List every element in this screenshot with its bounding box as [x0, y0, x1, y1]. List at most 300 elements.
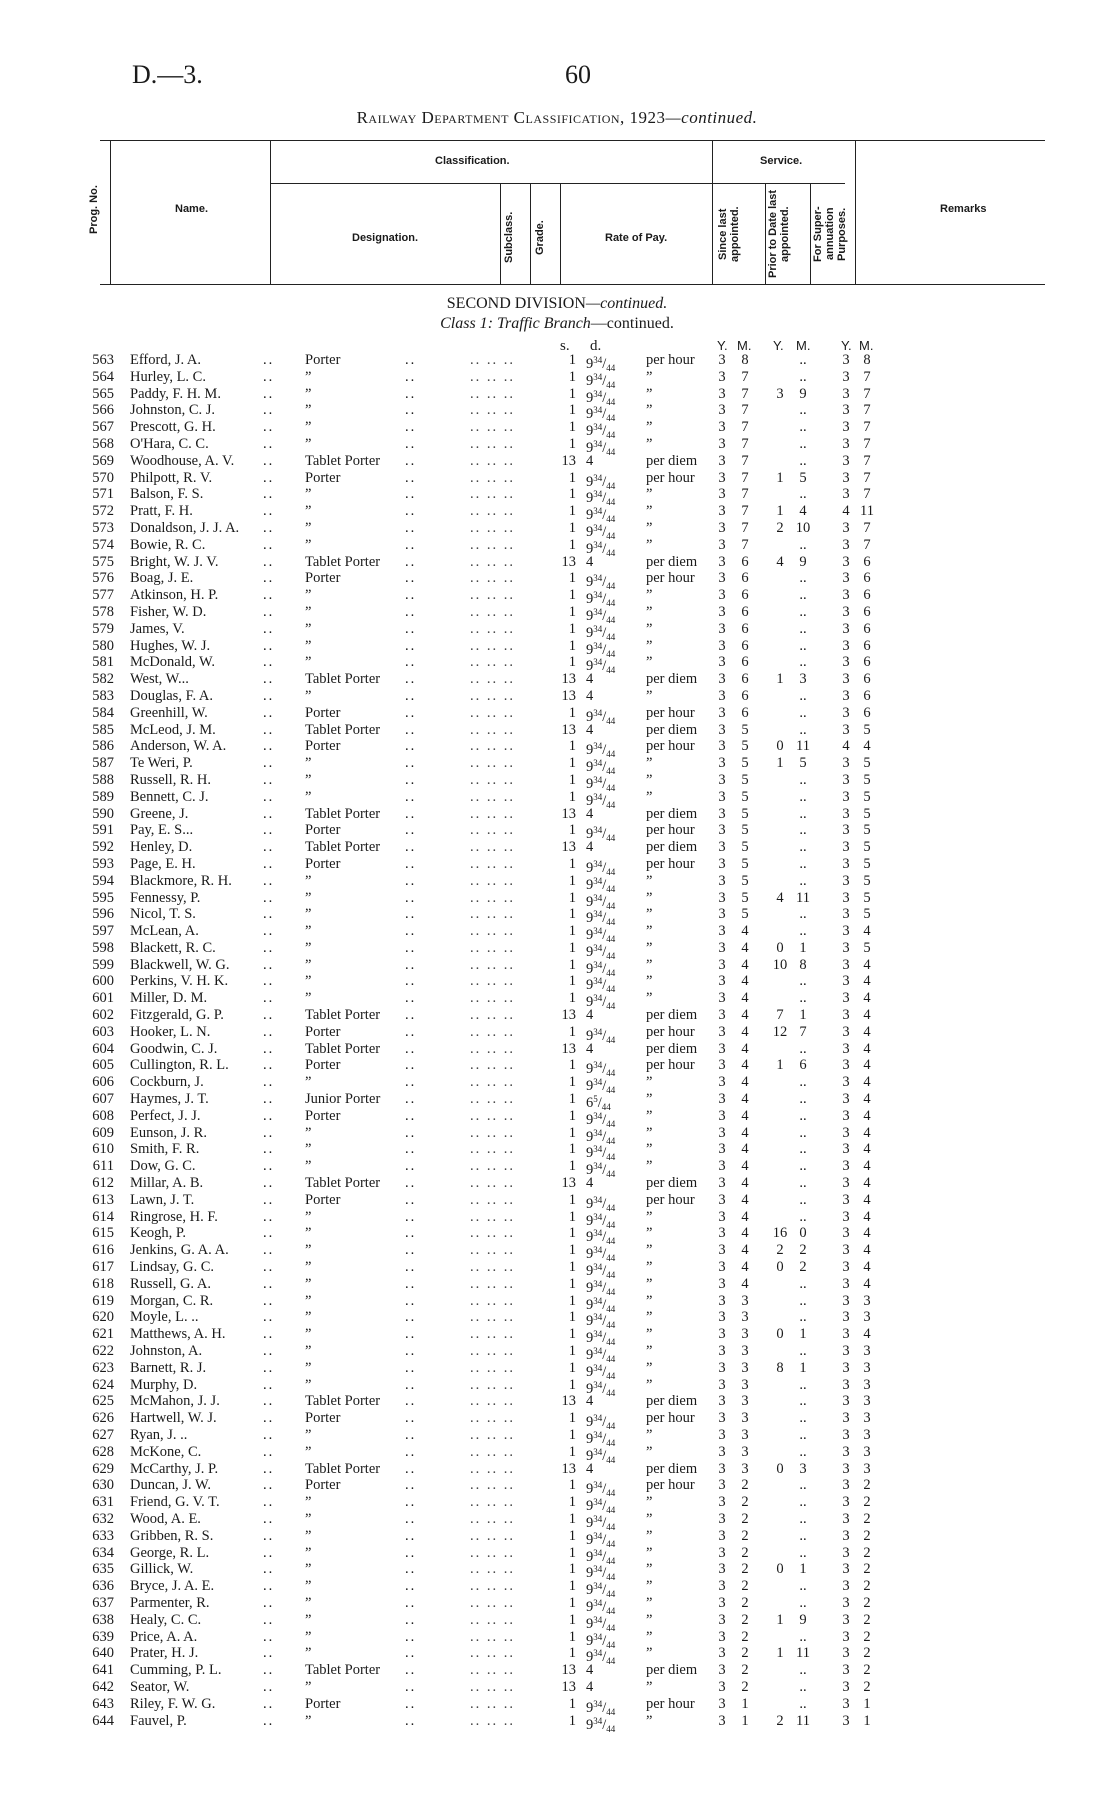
leader-dots: .. [263, 1225, 275, 1242]
pence-fraction: $^{34}/_{44}$ [593, 1144, 616, 1163]
designation: ” [305, 1343, 312, 1360]
leader-dots: .. [263, 654, 275, 671]
pence-whole: 9 [586, 1263, 594, 1280]
leader-dots: .. .. .. [470, 1662, 515, 1679]
employee-name: McLean, A. [130, 923, 199, 940]
designation: Tablet Porter [305, 721, 381, 738]
super-years: 3 [842, 1158, 850, 1175]
pence-whole: 9 [586, 1447, 594, 1464]
prior-years: 2 [776, 1242, 784, 1259]
since-years: 3 [718, 1225, 726, 1242]
pay-unit: ” [646, 1309, 653, 1326]
since-years: 3 [718, 1208, 726, 1225]
since-years: 3 [718, 1107, 726, 1124]
super-months: 2 [863, 1628, 871, 1645]
pay-shillings: 1 [568, 1477, 576, 1494]
employee-name: Dow, G. C. [130, 1158, 196, 1175]
prog-no: 641 [92, 1662, 114, 1679]
leader-dots: .. .. .. [470, 889, 515, 906]
since-months: 4 [741, 1007, 749, 1024]
pence-fraction: $^{34}/_{44}$ [593, 573, 616, 592]
leader-dots: .. .. .. [470, 1259, 515, 1276]
leader-dots: .. .. .. [470, 771, 515, 788]
employee-name: Duncan, J. W. [130, 1477, 211, 1494]
class-heading: Class 1: Traffic Branch—continued. [440, 315, 674, 332]
since-years: 3 [718, 603, 726, 620]
pay-shillings: 1 [568, 469, 576, 486]
since-months: 6 [741, 587, 749, 604]
leader-dots: .. [405, 503, 417, 520]
pence-fraction: $^5/_{44}$ [593, 1094, 611, 1113]
designation: ” [305, 1578, 312, 1595]
designation: ” [305, 1427, 312, 1443]
leader-dots: .. [263, 1695, 275, 1712]
pence-whole: 6 [586, 1095, 594, 1112]
table-row [0, 1527, 1114, 1549]
employee-name: Paddy, F. H. M. [130, 385, 221, 402]
table-row [0, 956, 1114, 978]
prog-no: 630 [92, 1477, 114, 1494]
table-row [0, 1443, 1114, 1465]
pay-shillings: 13 [561, 1007, 576, 1024]
employee-name: Greene, J. [130, 805, 189, 822]
super-months: 4 [863, 973, 871, 990]
designation: ” [305, 1494, 312, 1511]
pence-fraction: $^{34}/_{44}$ [593, 942, 616, 961]
pay-shillings: 1 [568, 1208, 576, 1225]
designation: ” [305, 771, 312, 788]
since-months: 3 [741, 1376, 749, 1393]
leader-dots: .. [405, 352, 417, 368]
prog-no: 592 [92, 839, 114, 856]
super-months: 5 [863, 906, 871, 923]
prior-years: 4 [776, 889, 784, 906]
since-years: 3 [718, 956, 726, 973]
since-months: 4 [741, 1057, 749, 1074]
prog-no: 632 [92, 1510, 114, 1527]
super-months: 2 [863, 1678, 871, 1695]
pay-shillings: 1 [568, 939, 576, 956]
designation: ” [305, 956, 312, 973]
employee-name: Page, E. H. [130, 855, 196, 872]
since-years: 3 [718, 1141, 726, 1158]
super-months: 2 [863, 1477, 871, 1494]
prog-no: 609 [92, 1124, 114, 1141]
prog-no: 574 [92, 536, 114, 553]
pence-fraction: $^{34}/_{44}$ [593, 1278, 616, 1297]
since-years: 3 [718, 1007, 726, 1024]
leader-dots: .. .. .. [470, 553, 515, 570]
employee-name: Woodhouse, A. V. [130, 452, 235, 469]
pence-whole: 9 [586, 423, 594, 440]
super-years: 3 [842, 771, 850, 788]
prog-no: 571 [92, 486, 114, 503]
super-years: 3 [842, 603, 850, 620]
super-months: 11 [860, 503, 874, 520]
super-months: 1 [863, 1712, 871, 1729]
since-months: 4 [741, 1023, 749, 1040]
pence-whole: 4 [586, 805, 594, 822]
pence-whole: 9 [586, 910, 594, 927]
pay-shillings: 13 [561, 1040, 576, 1057]
prog-no: 591 [92, 822, 114, 839]
leader-dots: .. [263, 1242, 275, 1259]
table-row [0, 1695, 1114, 1717]
prior-months: .. [799, 1074, 807, 1091]
designation: ” [305, 906, 312, 923]
pence-fraction: $^{34}/_{44}$ [593, 1077, 616, 1096]
designation: ” [305, 419, 312, 436]
leader-dots: .. [405, 1393, 417, 1410]
since-years: 3 [718, 1023, 726, 1040]
leader-dots: .. [263, 637, 275, 654]
pay-unit: ” [646, 1561, 653, 1578]
table-row [0, 1191, 1114, 1213]
designation: ” [305, 1561, 312, 1578]
leader-dots: .. .. .. [470, 1242, 515, 1259]
prior-years: 7 [776, 1007, 784, 1024]
pay-unit: ” [646, 889, 653, 906]
super-years: 3 [842, 1695, 850, 1712]
since-years: 3 [718, 587, 726, 604]
super-years: 3 [842, 587, 850, 604]
designation: ” [305, 788, 312, 805]
pence-fraction: $^{34}/_{44}$ [593, 1262, 616, 1281]
leader-dots: .. [263, 486, 275, 503]
super-years: 3 [842, 402, 850, 419]
since-years: 3 [718, 939, 726, 956]
super-years: 3 [842, 620, 850, 637]
pence-whole: 9 [586, 1128, 594, 1145]
leader-dots: .. [405, 1611, 417, 1628]
since-months: 4 [741, 973, 749, 990]
since-months: 7 [741, 486, 749, 503]
pay-pence [586, 1713, 644, 1738]
prior-months: 5 [799, 469, 807, 486]
prior-months: .. [799, 1191, 807, 1208]
prior-years: 0 [776, 1259, 784, 1276]
super-months: 7 [863, 385, 871, 402]
col-remarks: Remarks [940, 203, 987, 215]
employee-name: Blackwell, W. G. [130, 956, 230, 973]
prog-no: 607 [92, 1091, 114, 1108]
leader-dots: .. .. .. [470, 1141, 515, 1158]
pay-unit: ” [646, 1225, 653, 1242]
class-label: Class 1 [440, 315, 488, 332]
leader-dots: .. .. .. [470, 704, 515, 721]
prog-no: 596 [92, 906, 114, 923]
prog-no: 608 [92, 1107, 114, 1124]
since-years: 3 [718, 1544, 726, 1561]
pence-fraction: $^{34}/_{44}$ [593, 405, 616, 424]
table-row [0, 1611, 1114, 1633]
pay-unit: ” [646, 1292, 653, 1309]
leader-dots: .. [263, 1074, 275, 1091]
leader-dots: .. [405, 1074, 417, 1091]
col-for-superannuation: For Super-annuation Purposes. [812, 206, 848, 262]
super-months: 5 [863, 855, 871, 872]
since-months: 7 [741, 435, 749, 452]
table-row [0, 554, 1114, 571]
pay-shillings: 1 [568, 1259, 576, 1276]
since-years: 3 [718, 1175, 726, 1192]
super-years: 4 [842, 738, 850, 755]
super-months: 2 [863, 1527, 871, 1544]
leader-dots: .. [405, 973, 417, 990]
prior-months: 3 [799, 1460, 807, 1477]
super-months: 4 [863, 1040, 871, 1057]
pay-unit: per diem [646, 839, 698, 856]
leader-dots: .. .. .. [470, 721, 515, 738]
leader-dots: .. [263, 906, 275, 923]
super-years: 3 [842, 1091, 850, 1108]
prior-years: 1 [776, 755, 784, 772]
pence-whole: 9 [586, 1229, 594, 1246]
employee-name: McDonald, W. [130, 654, 215, 671]
prior-months: .. [799, 1678, 807, 1695]
prior-months: .. [799, 1427, 807, 1443]
designation: ” [305, 1309, 312, 1326]
leader-dots: .. [263, 738, 275, 755]
prior-years: 0 [776, 939, 784, 956]
leader-dots: .. .. .. [470, 1527, 515, 1544]
since-years: 3 [718, 1611, 726, 1628]
leader-dots: .. [405, 1175, 417, 1192]
col-prior-to-date: Prior to Date last appointed. [767, 189, 791, 279]
designation: ” [305, 755, 312, 772]
prior-months: .. [799, 923, 807, 940]
pay-shillings: 1 [568, 1510, 576, 1527]
super-months: 2 [863, 1611, 871, 1628]
leader-dots: .. .. .. [470, 1191, 515, 1208]
employee-name: McLeod, J. M. [130, 721, 216, 738]
pay-unit: ” [646, 872, 653, 889]
designation: Porter [305, 1410, 341, 1427]
employee-name: Nicol, T. S. [130, 906, 196, 923]
employee-name: Price, A. A. [130, 1628, 198, 1645]
since-years: 3 [718, 1594, 726, 1611]
super-years: 3 [842, 1410, 850, 1427]
super-months: 5 [863, 771, 871, 788]
employee-name: Smith, F. R. [130, 1141, 200, 1158]
unit-super-years: Y. [841, 338, 852, 353]
table-row [0, 1376, 1114, 1398]
employee-name: Parmenter, R. [130, 1594, 210, 1611]
employee-name: Barnett, R. J. [130, 1359, 207, 1376]
leader-dots: .. [263, 1091, 275, 1108]
leader-dots: .. .. .. [470, 486, 515, 503]
leader-dots: .. [405, 822, 417, 839]
super-years: 3 [842, 956, 850, 973]
pay-unit: ” [646, 519, 653, 536]
leader-dots: .. [263, 939, 275, 956]
since-months: 2 [741, 1544, 749, 1561]
leader-dots: .. .. .. [470, 620, 515, 637]
table-row [0, 771, 1114, 793]
pence-fraction: $^{34}/_{44}$ [593, 1614, 616, 1633]
super-years: 3 [842, 1259, 850, 1276]
leader-dots: .. [405, 755, 417, 772]
leader-dots: .. .. .. [470, 1544, 515, 1561]
since-months: 5 [741, 771, 749, 788]
designation: ” [305, 603, 312, 620]
since-years: 3 [718, 553, 726, 570]
pence-whole: 9 [586, 1548, 594, 1565]
table-row [0, 486, 1114, 508]
prior-years: 0 [776, 738, 784, 755]
leader-dots: .. [405, 603, 417, 620]
pay-unit: per diem [646, 805, 698, 822]
prog-no: 614 [92, 1208, 114, 1225]
since-months: 2 [741, 1678, 749, 1695]
super-years: 3 [842, 1242, 850, 1259]
employee-name: Russell, G. A. [130, 1275, 211, 1292]
employee-name: Bryce, J. A. E. [130, 1578, 215, 1595]
prior-months: .. [799, 1578, 807, 1595]
leader-dots: .. .. .. [470, 1510, 515, 1527]
designation: Tablet Porter [305, 1662, 381, 1679]
designation: Porter [305, 738, 341, 755]
leader-dots: .. [405, 1678, 417, 1695]
employee-name: Morgan, C. R. [130, 1292, 214, 1309]
pay-unit: ” [646, 771, 653, 788]
leader-dots: .. .. .. [470, 1292, 515, 1309]
leader-dots: .. .. .. [470, 1057, 515, 1074]
employee-name: Ryan, J. .. [130, 1427, 188, 1443]
designation: ” [305, 1527, 312, 1544]
since-months: 7 [741, 469, 749, 486]
super-months: 4 [863, 1275, 871, 1292]
super-years: 3 [842, 1141, 850, 1158]
leader-dots: .. .. .. [470, 1359, 515, 1376]
super-months: 6 [863, 637, 871, 654]
table-row [0, 1578, 1114, 1600]
designation: ” [305, 872, 312, 889]
leader-dots: .. .. .. [470, 654, 515, 671]
pay-unit: ” [646, 687, 653, 704]
pence-whole: 4 [586, 1460, 594, 1477]
table-row [0, 872, 1114, 894]
leader-dots: .. [405, 1091, 417, 1108]
pay-unit: per diem [646, 1040, 698, 1057]
leader-dots: .. .. .. [470, 1175, 515, 1192]
pence-whole: 9 [586, 826, 594, 843]
pence-whole: 9 [586, 859, 594, 876]
table-row [0, 839, 1114, 856]
prior-months: .. [799, 805, 807, 822]
prior-months: 2 [799, 1259, 807, 1276]
pay-unit: per hour [646, 738, 695, 755]
pence-whole: 9 [586, 792, 594, 809]
leader-dots: .. [405, 1527, 417, 1544]
since-months: 6 [741, 620, 749, 637]
pence-fraction: $^{34}/_{44}$ [593, 1648, 616, 1667]
pay-unit: ” [646, 419, 653, 436]
pence-fraction: $^{34}/_{44}$ [593, 371, 616, 390]
leader-dots: .. [405, 402, 417, 419]
employee-name: Lawn, J. T. [130, 1191, 195, 1208]
designation: ” [305, 1510, 312, 1527]
leader-dots: .. [405, 771, 417, 788]
prog-no: 568 [92, 435, 114, 452]
leader-dots: .. .. .. [470, 1343, 515, 1360]
prog-no: 638 [92, 1611, 114, 1628]
prior-years: 1 [776, 1645, 784, 1662]
employee-name: Healy, C. C. [130, 1611, 202, 1628]
pay-unit: per hour [646, 1057, 695, 1074]
pay-unit: per hour [646, 855, 695, 872]
leader-dots: .. [263, 1359, 275, 1376]
pay-shillings: 1 [568, 704, 576, 721]
super-years: 3 [842, 1007, 850, 1024]
super-months: 4 [863, 1158, 871, 1175]
employee-name: West, W... [130, 671, 189, 688]
super-months: 2 [863, 1510, 871, 1527]
pay-shillings: 13 [561, 839, 576, 856]
leader-dots: .. [405, 1040, 417, 1057]
pence-whole: 9 [586, 1279, 594, 1296]
since-months: 4 [741, 990, 749, 1007]
pence-whole: 9 [586, 389, 594, 406]
pay-shillings: 1 [568, 1225, 576, 1242]
pay-unit: ” [646, 1275, 653, 1292]
leader-dots: .. [263, 469, 275, 486]
pay-shillings: 1 [568, 771, 576, 788]
pence-whole: 9 [586, 1145, 594, 1162]
super-months: 6 [863, 704, 871, 721]
since-months: 5 [741, 889, 749, 906]
prog-no: 618 [92, 1275, 114, 1292]
super-years: 3 [842, 1309, 850, 1326]
pay-shillings: 1 [568, 519, 576, 536]
super-years: 3 [842, 939, 850, 956]
table-row [0, 419, 1114, 441]
pence-fraction: $^{34}/_{44}$ [593, 1161, 616, 1180]
pence-fraction: $^{34}/_{44}$ [593, 539, 616, 558]
leader-dots: .. [263, 1007, 275, 1024]
prog-no: 631 [92, 1494, 114, 1511]
super-years: 3 [842, 872, 850, 889]
pay-shillings: 1 [568, 1091, 576, 1108]
leader-dots: .. [263, 587, 275, 604]
pay-unit: ” [646, 603, 653, 620]
prog-no: 623 [92, 1359, 114, 1376]
leader-dots: .. .. .. [470, 822, 515, 839]
table-row [0, 722, 1114, 739]
designation: Porter [305, 1057, 341, 1074]
prior-months: 0 [799, 1225, 807, 1242]
since-years: 3 [718, 923, 726, 940]
pay-shillings: 13 [561, 671, 576, 688]
prog-no: 626 [92, 1410, 114, 1427]
super-months: 6 [863, 570, 871, 587]
super-months: 3 [863, 1359, 871, 1376]
pay-unit: ” [646, 1594, 653, 1611]
super-months: 4 [863, 923, 871, 940]
pay-unit: ” [646, 1611, 653, 1628]
pay-shillings: 1 [568, 788, 576, 805]
prior-months: 1 [799, 1007, 807, 1024]
prior-months: 1 [799, 1326, 807, 1343]
leader-dots: .. [263, 1477, 275, 1494]
table-row [0, 637, 1114, 659]
leader-dots: .. [405, 1023, 417, 1040]
pence-fraction: $^{34}/_{44}$ [593, 590, 616, 609]
leader-dots: .. .. .. [470, 923, 515, 940]
prog-no: 625 [92, 1393, 114, 1410]
super-months: 7 [863, 519, 871, 536]
since-years: 3 [718, 620, 726, 637]
